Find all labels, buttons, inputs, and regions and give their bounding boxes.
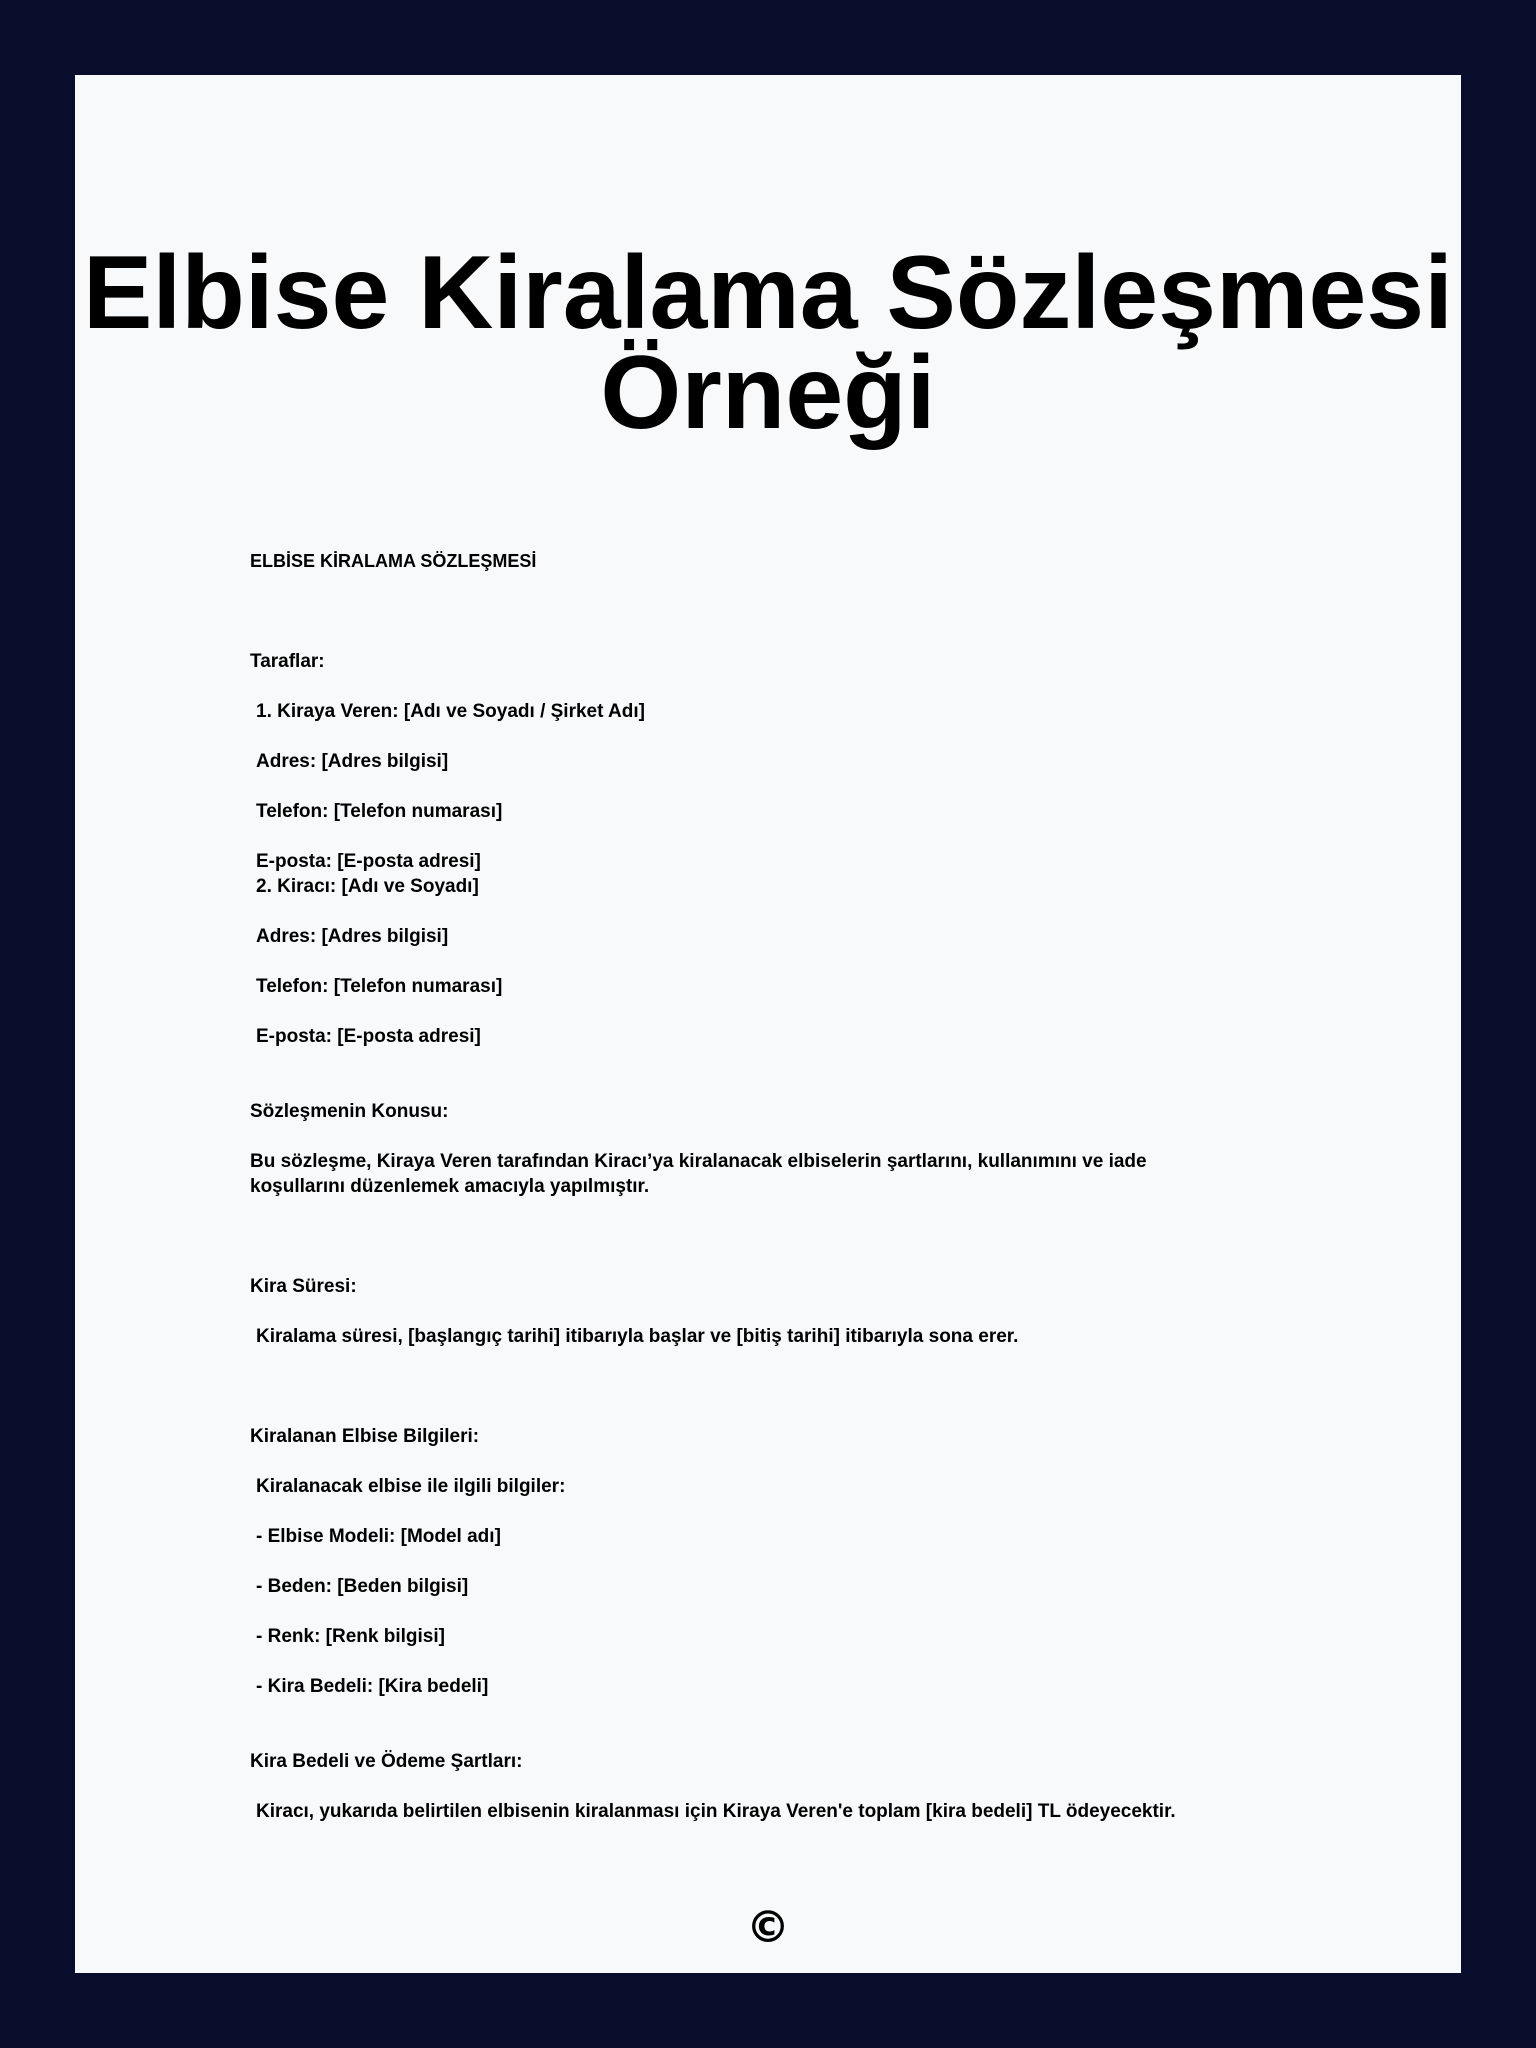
- lessee-name: 2. Kiracı: [Adı ve Soyadı]: [256, 876, 479, 897]
- copyright-icon: ©: [746, 1902, 790, 1953]
- lessor-address: Adres: [Adres bilgisi]: [256, 751, 449, 772]
- lessee-email: E-posta: [E-posta adresi]: [256, 1026, 481, 1047]
- contract-heading: ELBİSE KİRALAMA SÖZLEŞMESİ: [250, 551, 537, 571]
- document-body: [250, 75, 1310, 1822]
- parties-heading: Taraflar:: [250, 651, 325, 672]
- lessor-name: 1. Kiraya Veren: [Adı ve Soyadı / Şirket Adı]: [256, 701, 645, 722]
- payment-heading: Kira Bedeli ve Ödeme Şartları:: [250, 1751, 523, 1772]
- title-line-2: Örneği: [600, 335, 936, 451]
- term-text: Kiralama süresi, [başlangıç tarihi] itibarıyla başlar ve [bitiş tarihi] itibarıyla sona erer.: [256, 1326, 1019, 1347]
- lessee-address: Adres: [Adres bilgisi]: [256, 926, 449, 947]
- dress-heading: Kiralanan Elbise Bilgileri:: [250, 1426, 480, 1447]
- term-heading: Kira Süresi:: [250, 1276, 357, 1297]
- lessor-email: E-posta: [E-posta adresi]: [256, 851, 481, 872]
- title-line-1: Elbise Kiralama Sözleşmesi: [82, 235, 1454, 351]
- lessor-phone: Telefon: [Telefon numarası]: [256, 801, 503, 822]
- dress-item-model: - Elbise Modeli: [Model adı]: [256, 1526, 501, 1547]
- subject-heading: Sözleşmenin Konusu:: [250, 1101, 449, 1122]
- lessee-phone: Telefon: [Telefon numarası]: [256, 976, 503, 997]
- document-page: [75, 75, 1461, 1973]
- subject-text-line-2: koşullarını düzenlemek amacıyla yapılmıştır.: [250, 1176, 650, 1197]
- payment-text: Kiracı, yukarıda belirtilen elbisenin kiralanması için Kiraya Veren'e toplam [kira bedeli] TL ödeyecektir.: [256, 1801, 1176, 1822]
- dress-item-color: - Renk: [Renk bilgisi]: [256, 1626, 445, 1647]
- dress-item-size: - Beden: [Beden bilgisi]: [256, 1576, 469, 1597]
- subject-text-line-1: Bu sözleşme, Kiraya Veren tarafından Kiracı’ya kiralanacak elbiselerin şartlarını, kullanımını ve iade: [250, 1151, 1147, 1172]
- dress-item-fee: - Kira Bedeli: [Kira bedeli]: [256, 1676, 489, 1697]
- dress-intro: Kiralanacak elbise ile ilgili bilgiler:: [256, 1476, 566, 1497]
